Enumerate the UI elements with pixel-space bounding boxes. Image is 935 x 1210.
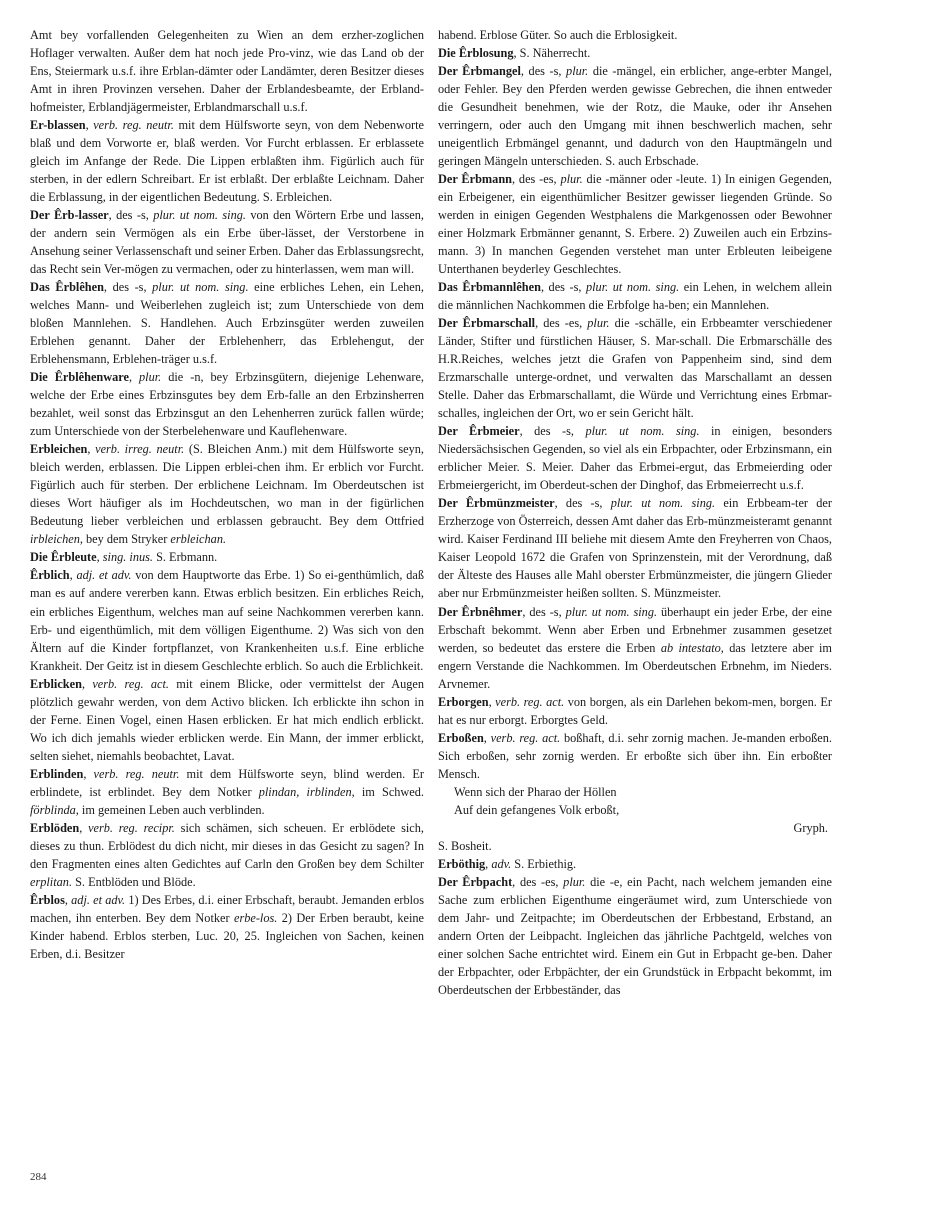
grammar-note: verb. irreg. neutr. [95, 442, 185, 457]
entry-text: boßhaft, d.i. sehr zornig machen. Je-manden erboßen. Sich erboßen, sehr zornig werden. Er erboßte sich über ihn. Ein erboßter Mensch. [438, 730, 832, 781]
headword: Êrblich [30, 568, 70, 583]
grammar-note: plur. [139, 370, 162, 385]
grammar-note: erplitan. [30, 874, 73, 889]
headword: Erböthig [438, 856, 486, 871]
headword: Êrblos [30, 892, 65, 907]
entry-text: , des -s, [520, 64, 567, 79]
dictionary-entry [438, 44, 832, 62]
grammar-note: plur. ut nom. sing. [153, 208, 246, 223]
grammar-note: plur. ut nom. sing. [610, 496, 716, 511]
entry-text: , [81, 676, 93, 691]
headword: Erbleichen [30, 442, 88, 457]
grammar-note: plur. [587, 316, 610, 331]
dictionary-entry [438, 873, 832, 999]
dictionary-entry [438, 422, 832, 494]
entry-text: (S. Bleichen Anm.) mit dem Hülfsworte seyn, bleich werden, erblassen. Die Lippen erblei-chen ihm. Er erblich vor Furcht. Figürlich auch für sterben. Der erblichene Leichnam. Im Oberdeutschen ist dieses Wort häufiger als im Hochdeutschen, wo man in der figürlichen Bedeutung lieber verbleichen und erblassen gebraucht. Bey dem Ottfried [30, 442, 424, 529]
headword: Erblicken [30, 676, 82, 691]
dictionary-entry [438, 170, 832, 278]
headword: Er-blassen [30, 118, 86, 133]
grammar-note: adj. et adv. [76, 568, 132, 583]
grammar-note: verb. reg. act. [92, 676, 169, 691]
headword: Der Êrbmarschall [438, 316, 536, 331]
headword: Der Êrbnêhmer [438, 604, 523, 619]
entry-text: , des -s, [522, 604, 566, 619]
dictionary-entry [438, 494, 832, 602]
dictionary-entry [30, 278, 424, 368]
grammar-note: plur. ut nom. sing. [565, 604, 658, 619]
headword: Der Êrbmünzmeister [438, 496, 555, 511]
dictionary-entry [30, 891, 424, 963]
entry-text: im gemeinen Leben auch verblinden. [78, 802, 265, 817]
headword: Erboßen [438, 730, 484, 745]
entry-text: S. Entblöden und Blöde. [72, 874, 196, 889]
dictionary-entry [438, 278, 832, 314]
right-column [438, 26, 832, 999]
entry-text: die -n, bey Erbzinsgütern, diejenige Lehenware, welche der Erbe eines Erbzinsgutes bey dem Erb-falle an den Erbzinsherren bezahlet, weil sonst das Erbzinsgut an den Lehenherren zurück fallen würde; zum Unterschiede von der Sterbelehenware und Kauflehenware. [30, 370, 425, 439]
grammar-note: plur. ut nom. sing. [585, 424, 700, 439]
entry-text: , des -s, [554, 496, 611, 511]
grammar-note: verb. reg. act. [490, 730, 561, 745]
headword: Die Êrblêhenware [30, 370, 129, 385]
grammar-note: verb. reg. act. [495, 694, 565, 709]
dictionary-entry [438, 693, 832, 729]
entry-text: die -e, ein Pacht, nach welchem jemanden eine Sache zum erblichen Eigenthume eingeräumet wird, zum Unterschiede von dem Jahr- und Zeitpachte; im Oberdeutschen der Erbbestand, Erbstand, an andern Orten der Leibpacht. Ingleichen das jährliche Pachtgeld, welches von einer solchen Sache entrichtet wird. Einem ein Gut in Erbpacht ge-ben. Daher der Erbpachter, oder Erbpächter, der ein Grundstück in Erbpacht bekommt, im Oberdeutschen der Erbbeständer, das [438, 874, 832, 997]
entry-text: , des -s, [103, 280, 153, 295]
entry-text: habend. Erblose Güter. So auch die Erblosigkeit. [438, 28, 678, 42]
grammar-note: adj. et adv. [71, 892, 126, 907]
entry-text: , des -es, [512, 172, 561, 187]
headword: Die Êrbleute [30, 550, 97, 565]
verse-crossref: S. Bosheit. [438, 838, 492, 853]
entry-text: , [85, 118, 94, 133]
entry-text: 2) Der Erben beraubt, keine Kinder habend. Erblos sterben, Luc. 20, 25. Ingleichen von Sachen, keinen Erben, d.i. Besitzer [30, 910, 424, 961]
dictionary-entry [30, 368, 424, 440]
verse-line-2: Auf dein gefangenes Volk erboßt, [454, 802, 620, 817]
grammar-note: plur. [566, 64, 589, 79]
grammar-note: irbleichen, [30, 532, 83, 547]
entry-text: das letztere aber im engern Verstande die Nachkommen. Im Oberdeutschen Erbnehm, im Nieders. Arvnemer. [438, 640, 832, 691]
dictionary-entry [438, 855, 832, 873]
entry-text: mit einem Blicke, oder vermittelst der Augen plötzlich gewahr werden, von dem Activo blicken. Ich erblickte ihn schon in der Ferne. Einen Vogel, einen Hasen erblicken. Er hat mich endlich erblickt. Wo ich dich jemahls wieder erblicken werde. Ein Mann, der immer erblickt, selten siehet, niemahls beobachtet, Lavat. [30, 676, 424, 763]
grammar-note: adv. [491, 856, 512, 871]
entry-text: , [96, 550, 103, 565]
entry-text: 1) Des Erbes, d.i. einer Erbschaft, beraubt. Jemanden erblos machen, ihn enterben. Bey dem Notker [30, 892, 424, 925]
dictionary-entry [30, 116, 424, 206]
grammar-note: verb. reg. recipr. [88, 820, 175, 835]
grammar-note: verb. reg. neutr. [93, 118, 174, 133]
dictionary-entry [438, 26, 832, 44]
left-column [30, 26, 424, 963]
entry-text: im Schwed. [354, 784, 424, 799]
headword: Erblinden [30, 766, 84, 781]
headword: Erblöden [30, 820, 80, 835]
entry-text: , [64, 892, 72, 907]
dictionary-entry [30, 765, 424, 819]
entry-text: überhaupt ein jeder Erbe, der eine Erbschaft bekommt. Wenn aber Erben und Erbnehmer zusammen gesetzet werden, so bedeutet das erstere die Erben [438, 604, 832, 655]
dictionary-entry [438, 62, 832, 170]
entry-text: ein Lehen, in welchem allein die männlichen Nachkommen die Erbfolge ha-ben; ein Mannlehen. [438, 280, 832, 313]
verse-attribution: Gryph. [793, 820, 828, 835]
grammar-note: plindan, irblinden, [258, 784, 355, 799]
right-column-tail-entries [438, 855, 832, 999]
entry-text: S. Erbiethig. [511, 856, 577, 871]
grammar-note: verb. reg. neutr. [93, 766, 180, 781]
headword: Der Êrbmann [438, 172, 512, 187]
grammar-note: plur. ut nom. sing. [585, 280, 680, 295]
entry-text: , [128, 370, 140, 385]
entry-text: ein Erbbeam-ter der Erzherzoge von Österreich, dessen Amt daher das Erb-münzmeisteramt genannt wird. Kaiser Ferdinand III beliehe mit diesem Amte den Freyherren von Chaos, Kaiser Leopold 1672 die Grafen von Sprinzenstein, mit der Verordnung, daß der Älteste des Hauses alle Mahl oberster Erbmünzmeister, die jüngern Glieder aber nur Erbmünzmeister heißen sollten. S. Münzmeister. [438, 496, 832, 601]
headword: Der Êrbmangel [438, 64, 521, 79]
entry-text: eine erbliches Lehen, ein Lehen, welches Mann- und Weiberlehen zugleich ist; zum Unterschiede von dem bloßen Mannlehen. S. Handlehen. Auch Erbzinsgüter werden zuweilen Erblehen genannt. Daher der Erblehenherr, das Erblehengut, der Erblehensmann, Erblehen-träger u.s.f. [30, 280, 424, 367]
headword: Der Êrbpacht [438, 874, 513, 889]
grammar-note: plur. [560, 172, 583, 187]
entry-text: in einigen, besonders Niedersächsischen Gegenden, so viel als ein Erbpachter, oder Erbzinsmann, ein erblicher Meier. S. Meier. Daher das Erbmei-ergut, das Erbmeierding oder Erbmeiergericht, im Oberdeut-schen der Dinghof, das Erbmeierrecht u.s.f. [438, 424, 832, 493]
entry-text: , [83, 766, 94, 781]
grammar-note: ab intestato, [660, 640, 724, 655]
entry-text: , des -s, [108, 208, 154, 223]
headword: Das Êrblêhen [30, 280, 104, 295]
entry-text: , [483, 730, 491, 745]
entry-text: , [69, 568, 77, 583]
entry-text: , des -es, [535, 316, 588, 331]
entry-text: die -männer oder -leute. 1) In einigen Gegenden, ein Erbeigener, ein eigenthümlicher Besitzer gewisser liegenden Gründe. So werden in einigen Gegenden Westphalens die Markgenossen oder Bewohner einer Holzmark Erbmänner genannt, S. Erbere. 2) Zuweilen auch ein Erbzins-mann. 3) In manchen Gegenden verstehet man unter Erbleuten leibeigene Unterthanen beyderley Geschlechtes. [438, 172, 832, 277]
headword: Die Êrblosung [438, 46, 514, 61]
entry-text: , [79, 820, 89, 835]
entry-text: , des -es, [512, 874, 564, 889]
entry-text: die -mängel, ein erblicher, ange-erbter Mangel, oder Fehler. Bey den Pferden werden gewisse Gebrechen, die ihnen entweder die Gesundheit benehmen, wie der Rotz, die Mauke, oder ihr Ansehen verringern, oder auch den Umgang mit ihnen beschwerlich machen, sehr uneigentlich Erbmängel genannt, und dadurch von den Hauptmängeln und geringen Mängeln unterschieden. S. auch Erbschade. [438, 64, 832, 169]
grammar-note: sing. inus. [102, 550, 153, 565]
dictionary-entry [30, 819, 424, 891]
dictionary-entry [30, 548, 424, 566]
grammar-note: plur. ut nom. sing. [152, 280, 249, 295]
dictionary-entry [30, 440, 424, 548]
headword: Der Êrb-lasser [30, 208, 109, 223]
entry-text: von den Wörtern Erbe und lassen, der andern sein Vermögen als ein Erbe über-lässet, der Verstorbene in Ansehung seiner Verlassenschaft und seiner Erben. Daher das Erblassungsrecht, das Recht sein Ver-mögen zu vermachen, oder zu hinterlassen, wem man will. [30, 208, 424, 277]
headword: Das Êrbmannlêhen [438, 280, 541, 295]
dictionary-entry [30, 675, 424, 765]
entry-text: , S. Näherrecht. [513, 46, 591, 61]
dictionary-entry [438, 314, 832, 422]
entry-text: mit dem Hülfsworte seyn, von dem Nebenworte blaß und dem Vorworte er, blaß werden. Vor Furcht erblassen. Er erblassete gleich im Anfange der Rede. Die Lippen erblaßten ihm. Figürlich auch für sterben, in der edlern Schreibart. Er ist erblaßt. Der erblaßte Leichnam. Daher die Erblassung, in der eigentlichen Bedeutung. S. Erbleichen. [30, 118, 424, 205]
entry-text: Amt bey vorfallenden Gelegenheiten zu Wien an dem erzher-zoglichen Hoflager verwalten. Außer dem hat noch jede Pro-vinz, wie das Land ob der Ens, Steiermark u.s.f. ihre Erblan-dämter oder Landämter, deren Besitzer dieses Amt in ihren Provinzen versehen. Daher der Erblandesbeamte, der Erbland-hofmeister, Erblandjägermeister, Erblandmarschall u.s.f. [30, 28, 424, 115]
right-column-entries [438, 26, 832, 783]
entry-text: , [87, 442, 96, 457]
dictionary-entry [30, 566, 424, 674]
entry-text: von dem Hauptworte das Erbe. 1) So ei-genthümlich, daß man es auf andere vererben kann. Etwas erblich besitzen. Ein erbliches Reich, ein erbliches Eigenthum, welches man auf seine Nachkommen vererben kann. Erb- und eigenthümlich, mit dem völligen Eigenthume. 2) Was sich von den Ältern auf die Kinder fortpflanzet, von Krankenheiten u.s.f. Eine erbliche Krankheit. Der Geitz ist in diesem Geschlechte erblich. So auch die Erblichkeit. [30, 568, 424, 673]
dictionary-entry [30, 26, 424, 116]
entry-text: von borgen, als ein Darlehen bekom-men, borgen. Er hat es nur erborgt. Erborgtes Geld. [438, 694, 832, 727]
grammar-note: erbe-los. [233, 910, 278, 925]
entry-text: , [485, 856, 492, 871]
entry-text: , des -s, [519, 424, 586, 439]
grammar-note: plur. [563, 874, 586, 889]
page-number: 284 [30, 1171, 47, 1183]
entry-text: sich schämen, sich scheuen. Er erblödete sich, dieses zu thun. Erblödest du dich nicht, mir dieses in das Gesicht zu sagen? In den Fragmenten eines alten Gedichtes auf Carln den Großen bey dem Schilter [30, 820, 424, 871]
entry-text: mit dem Hülfsworte seyn, blind werden. Er erblindete, ist erblindet. Bey dem Notker [30, 766, 424, 799]
entry-text: , [488, 694, 496, 709]
dictionary-entry [438, 729, 832, 783]
headword: Erborgen [438, 694, 489, 709]
dictionary-entry [30, 206, 424, 278]
dictionary-entry [438, 603, 832, 693]
grammar-note: erbleichan. [170, 532, 227, 547]
entry-text: S. Erbmann. [153, 550, 218, 565]
verse-line-1: Wenn sich der Pharao der Höllen [454, 784, 617, 799]
headword: Der Êrbmeier [438, 424, 520, 439]
entry-text: bey dem Stryker [82, 532, 171, 547]
entry-text: , des -s, [540, 280, 586, 295]
entry-text: die -schälle, ein Erbbeamter verschiedener Länder, Stifter und fürstlichen Häuser, S. Mar-schall. Die Erbmarschälle des H.R.Reiches, welches jetzt die Grafen von Pappenheim sind, sind dem Erzmarschalle unterge-ordnet, und verwalten das Marschallamt an dessen Stelle. Daher das Erbmarschallamt, die Würde und Verrichtung eines Erbmar-schalles, ingleichen der Ort, wo er sein Gericht hält. [438, 316, 832, 421]
grammar-note: förblinda, [30, 802, 79, 817]
